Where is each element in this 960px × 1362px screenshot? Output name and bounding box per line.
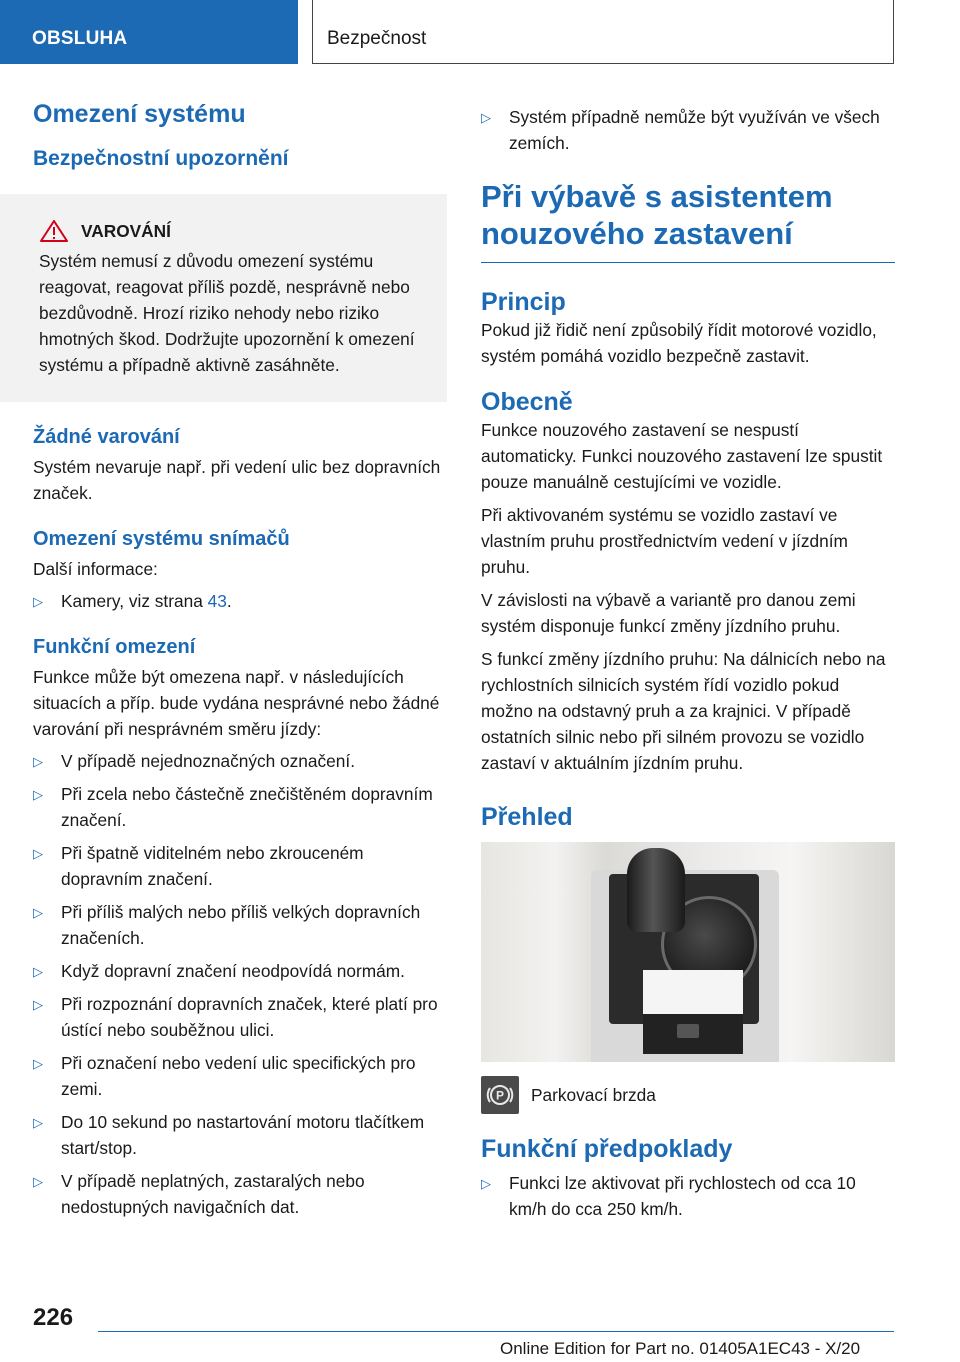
triangle-right-icon: ▷: [481, 110, 491, 125]
emergency-stop-title: Při výbavě s asistentem nouzového zastavení: [481, 179, 833, 251]
warning-heading: [39, 218, 437, 244]
list-item-text: Do 10 sekund po nastartování motoru tlačítkem start/stop.: [61, 1112, 425, 1158]
general-heading: Obecně: [481, 388, 573, 416]
page-link[interactable]: 43: [207, 591, 227, 611]
triangle-right-icon: ▷: [33, 1174, 43, 1189]
list-item: [33, 958, 447, 984]
triangle-right-icon: ▷: [33, 754, 43, 769]
list-item: [481, 104, 895, 156]
list-item: [33, 1050, 447, 1102]
triangle-right-icon: ▷: [33, 1115, 43, 1130]
prerequisites-heading: Funkční předpoklady: [481, 1135, 733, 1163]
warning-box: [0, 194, 447, 402]
list-item: [33, 748, 447, 774]
list-item: [33, 1168, 447, 1220]
list-item: [33, 991, 447, 1043]
title-divider: [481, 262, 895, 263]
page-title: Omezení systému: [33, 100, 246, 128]
principle-text: Pokud již řidič není způsobilý řídit motorové vozidlo, systém pomáhá vozidlo bezpečně zastavit.: [481, 320, 877, 366]
triangle-right-icon: ▷: [33, 594, 43, 609]
overview-heading: Přehled: [481, 803, 573, 831]
image-legend: [481, 1076, 895, 1114]
chapter-tab[interactable]: OBSLUHA: [0, 0, 298, 64]
list-item-text: Při příliš malých nebo příliš velkých dopravních značeních.: [61, 902, 421, 948]
right-column: [481, 98, 895, 1229]
list-item-text: V případě neplatných, zastaralých nebo nedostupných navigačních dat.: [61, 1171, 365, 1217]
list-item-text: Funkci lze aktivovat při rychlostech od cca 10 km/h do cca 250 km/h.: [509, 1173, 856, 1219]
center-console-image: [481, 842, 895, 1062]
functional-limits-text: Funkce může být omezena např. v následujících situacích a příp. bude vydána nesprávné nebo žádné varování při nesprávném směru jízdy:: [33, 667, 440, 739]
triangle-right-icon: ▷: [33, 964, 43, 979]
triangle-right-icon: ▷: [33, 787, 43, 802]
sensor-limits-heading: Omezení systému snímačů: [33, 528, 290, 550]
triangle-right-icon: ▷: [33, 905, 43, 920]
triangle-right-icon: ▷: [33, 997, 43, 1012]
general-paragraph: Funkce nouzového zastavení se nespustí automaticky. Funkci nouzového zastavení lze spustit pouze manuálně cestujícími ve vozidle.: [481, 420, 883, 492]
list-item-text: Systém případně nemůže být využíván ve všech zemích.: [509, 107, 880, 153]
general-paragraph: V závislosti na výbavě a variantě pro danou zemi systém disponuje funkcí změny jízdního pruhu.: [481, 590, 856, 636]
triangle-right-icon: ▷: [33, 1056, 43, 1071]
parking-brake-icon: [481, 1076, 519, 1114]
list-item-end: .: [226, 591, 232, 611]
list-item: [33, 1109, 447, 1161]
no-warning-text: Systém nevaruje např. při vedení ulic bez dopravních značek.: [33, 457, 441, 503]
list-item: [33, 840, 447, 892]
list-item-text: Kamery, viz strana: [61, 591, 208, 611]
principle-heading: Princip: [481, 288, 566, 316]
triangle-right-icon: ▷: [33, 846, 43, 861]
list-item-text: Při označení nebo vedení ulic specifických pro zemi.: [61, 1053, 416, 1099]
edition-note: Online Edition for Part no. 01405A1EC43 - X/20: [500, 1339, 861, 1358]
legend-text: Parkovací brzda: [531, 1085, 656, 1105]
sensor-limits-text: Další informace:: [33, 559, 158, 579]
svg-text:P: P: [495, 1088, 505, 1103]
list-item-text: Při špatně viditelném nebo zkrouceném dopravním značení.: [61, 843, 364, 889]
list-item-text: Při rozpoznání dopravních značek, které platí pro ústící nebo souběžnou ulici.: [61, 994, 438, 1040]
list-item-text: Při zcela nebo částečně znečištěném dopravním značení.: [61, 784, 433, 830]
warning-triangle-icon: [39, 220, 69, 242]
warning-text: Systém nemusí z důvodu omezení systému reagovat, reagovat příliš pozdě, nesprávně nebo bezdůvodně. Hrozí riziko nehody nebo riziko hmotných škod. Dodržujte upozornění k omezení systému a případně aktivně zasáhněte.: [39, 251, 415, 375]
list-item-text: V případě nejednoznačných označení.: [61, 751, 355, 771]
warning-label: VAROVÁNÍ: [81, 221, 171, 241]
list-item: [481, 1170, 895, 1222]
page-number: 226: [33, 1304, 74, 1331]
general-paragraph: S funkcí změny jízdního pruhu: Na dálnicích nebo na rychlostních silnicích systém řídí vozidlo pokud možno na odstavný pruh a za krajnici. V případě ostatních silnic nebo při silném provozu se vozidlo zastaví v aktuálním jízdním pruhu.: [481, 649, 886, 773]
parking-brake-switch: [677, 1024, 699, 1038]
list-item: [33, 781, 447, 833]
gear-selector: [627, 848, 685, 932]
triangle-right-icon: ▷: [481, 1176, 491, 1191]
safety-subtitle: Bezpečnostní upozornění: [33, 147, 289, 170]
left-column: [33, 98, 447, 1227]
section-title: Bezpečnost: [312, 0, 894, 64]
footer-divider: [98, 1331, 894, 1332]
list-item: [33, 588, 447, 614]
no-warning-heading: Žádné varování: [33, 426, 180, 448]
list-item-text: Když dopravní značení neodpovídá normám.: [61, 961, 405, 981]
general-paragraph: Při aktivovaném systému se vozidlo zastaví ve vlastním pruhu prostřednictvím vedení v jízdním pruhu.: [481, 505, 848, 577]
list-item: [33, 899, 447, 951]
functional-limits-heading: Funkční omezení: [33, 636, 196, 658]
